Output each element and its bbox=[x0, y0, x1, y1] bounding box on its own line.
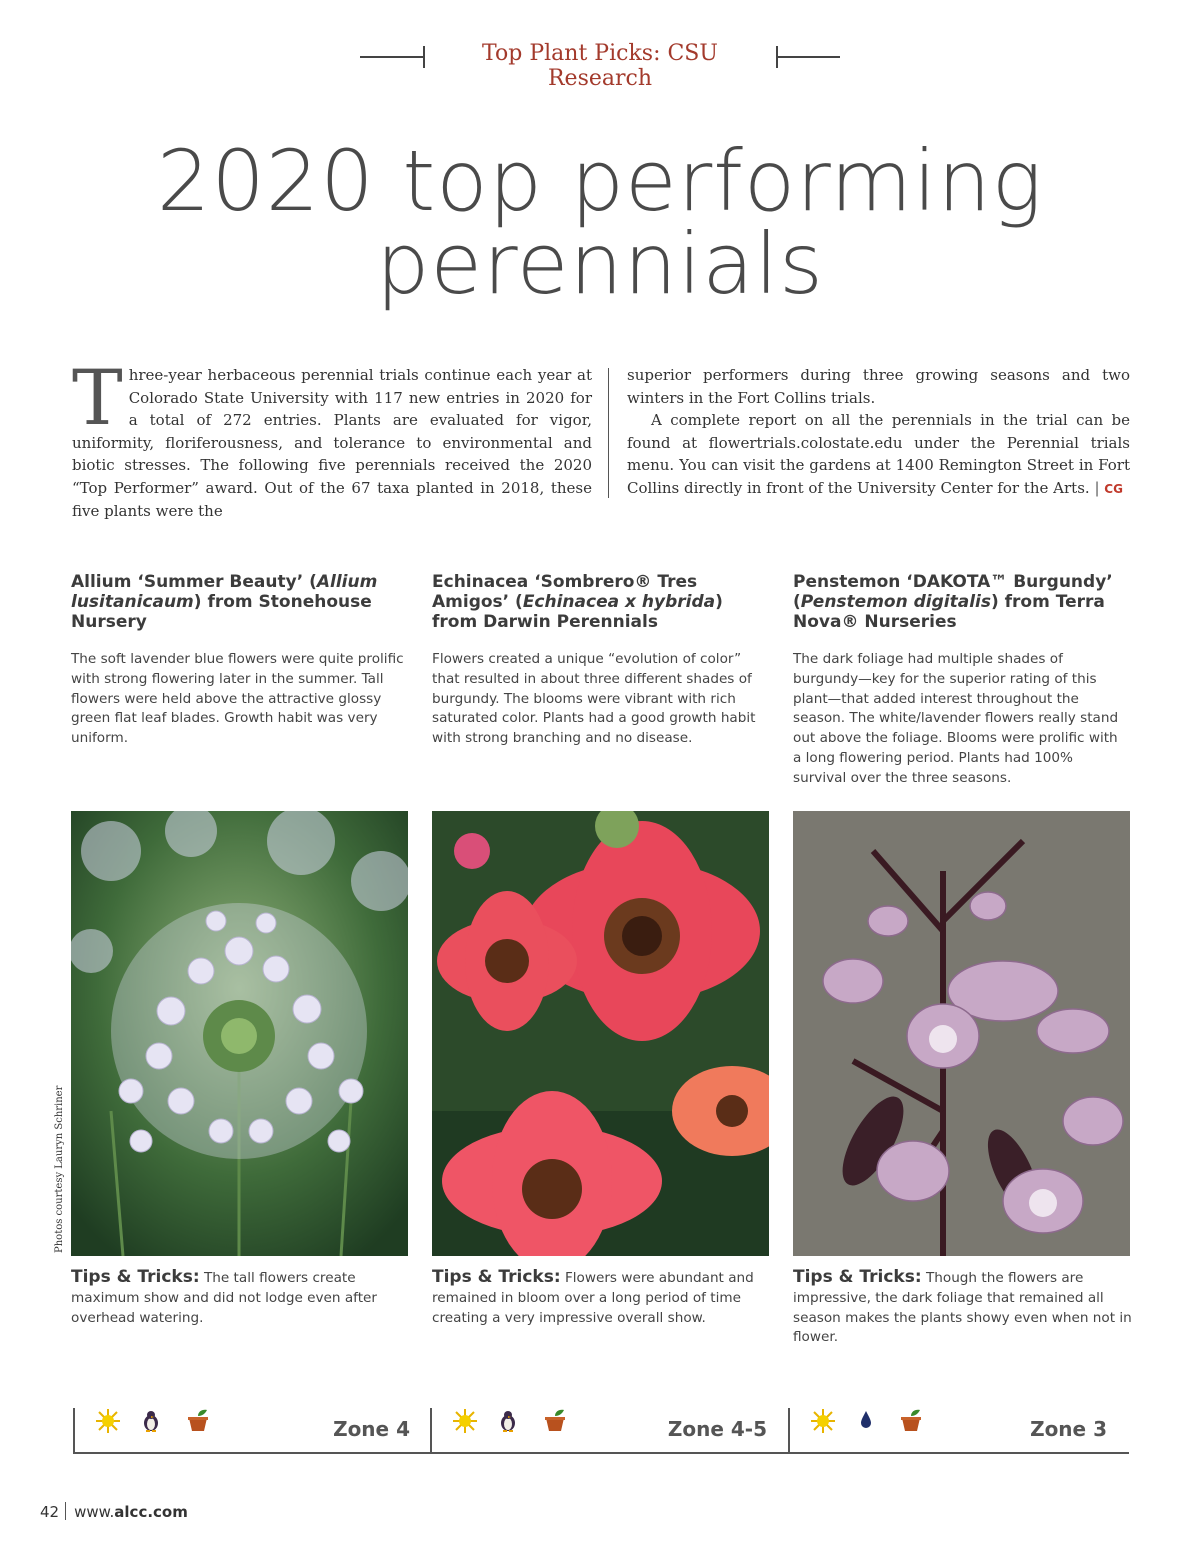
tips-echinacea bbox=[432, 1268, 772, 1328]
header-rule-right bbox=[777, 56, 840, 58]
echinacea-illustration bbox=[432, 811, 769, 1256]
tips-allium bbox=[71, 1268, 411, 1328]
intro-text-1: hree-year herbaceous perennial trials continue each year at Colorado State University with 117 new entries in 2020 for a total of 272 entries. Plants are evaluated for vigor, uniformity, floriferousness, and tolerance to environmental and biotic stresses. The following five perennials received the 2020 “Top Performer” award. Out of the 67 taxa planted in 2018, these five plants were the bbox=[72, 366, 592, 520]
author-signature: CG bbox=[1104, 481, 1123, 496]
photo-credit: Photos courtesy Lauryn Schriner bbox=[54, 1085, 65, 1253]
page-number: 42 bbox=[40, 1503, 60, 1521]
zone-label: Zone 3 bbox=[1030, 1417, 1107, 1441]
title-line-2: perennials bbox=[376, 215, 824, 313]
zone-bar bbox=[73, 1408, 1129, 1454]
sun-icon bbox=[452, 1408, 478, 1438]
plant-name-common: Allium ‘Summer Beauty’ ( bbox=[71, 572, 317, 592]
column-divider bbox=[608, 368, 609, 498]
title-line-1: 2020 top performing bbox=[156, 132, 1044, 230]
zone-cell-echinacea bbox=[430, 1408, 789, 1454]
penstemon-illustration bbox=[793, 811, 1130, 1256]
page-title bbox=[60, 132, 1140, 313]
pot-icon bbox=[898, 1408, 924, 1436]
zone-label: Zone 4 bbox=[333, 1417, 410, 1441]
tips-text: Flowers were abundant and remained in bloom over a long period of time creating a very impressive overall show. bbox=[432, 1270, 754, 1326]
sig-divider: | bbox=[1094, 478, 1100, 497]
plant-name-source: ) from Darwin Perennials bbox=[432, 592, 723, 632]
plant-description: The soft lavender blue flowers were quite prolific with strong flowering later in the summer. Tall flowers were held above the attractive glossy green flat leaf blades. Growth habit was very uniform. bbox=[71, 651, 404, 747]
plant-name-scientific: Penstemon digitalis bbox=[800, 592, 991, 612]
penguin-icon bbox=[141, 1410, 161, 1436]
plant-card-echinacea bbox=[432, 572, 769, 749]
sun-icon bbox=[810, 1408, 836, 1438]
penguin-icon bbox=[498, 1410, 518, 1436]
penstemon-photo bbox=[793, 811, 1130, 1256]
plant-name-scientific: Echinacea x hybrida bbox=[522, 592, 716, 612]
plant-name bbox=[432, 572, 769, 650]
footer-divider bbox=[65, 1502, 66, 1520]
pot-icon bbox=[542, 1408, 568, 1436]
allium-illustration bbox=[71, 811, 408, 1256]
allium-photo bbox=[71, 811, 408, 1256]
plant-name-common: Echinacea ‘Sombrero® Tres Amigos’ ( bbox=[432, 572, 698, 612]
plant-card-allium bbox=[71, 572, 408, 749]
tips-label: Tips & Tricks: bbox=[432, 1267, 561, 1287]
echinacea-photo bbox=[432, 811, 769, 1256]
intro-paragraph-3-text: A complete report on all the perennials in the trial can be found at flowertrials.colostate.edu under the Perennial trials menu. You can visit the gardens at 1400 Remington Street in Fort Collins directly in front of the University Center for the Arts. bbox=[627, 411, 1130, 497]
tips-text: The tall flowers create maximum show and did not lodge even after overhead watering. bbox=[71, 1270, 378, 1326]
sun-icon bbox=[95, 1408, 121, 1438]
tips-label: Tips & Tricks: bbox=[71, 1267, 200, 1287]
plant-name-source: ) from Terra Nova® Nurseries bbox=[793, 592, 1105, 632]
plant-name-common: Penstemon ‘DAKOTA™ Burgundy’ ( bbox=[793, 572, 1113, 612]
plant-name bbox=[793, 572, 1130, 650]
zone-cell-allium bbox=[73, 1408, 432, 1454]
intro-paragraph-3 bbox=[627, 409, 1130, 500]
section-label: Top Plant Picks: CSU Research bbox=[482, 41, 718, 91]
url-prefix: www. bbox=[74, 1503, 115, 1521]
water-drop-icon bbox=[860, 1410, 872, 1434]
plant-name-scientific: Allium lusitanicaum bbox=[71, 572, 378, 612]
tips-label: Tips & Tricks: bbox=[793, 1267, 922, 1287]
zone-cell-penstemon bbox=[788, 1408, 1129, 1454]
tips-text: Though the flowers are impressive, the dark foliage that remained all season makes the plants showy even when not in flower. bbox=[793, 1270, 1132, 1346]
header-rule-left bbox=[360, 56, 424, 58]
drop-cap: T bbox=[72, 353, 123, 442]
plant-name-source: ) from Stonehouse Nursery bbox=[71, 592, 372, 632]
section-header bbox=[0, 40, 1200, 91]
page-footer bbox=[40, 1502, 188, 1521]
plant-description: The dark foliage had multiple shades of burgundy—key for the superior rating of this plant—that added interest throughout the season. The white/lavender flowers really stand out above the foliage. Blooms were prolific with a long flowering period. Plants had 100% survival over the three seasons. bbox=[793, 651, 1119, 786]
plant-description: Flowers created a unique “evolution of color” that resulted in about three different shades of burgundy. The blooms were vibrant with rich saturated color. Plants had a good growth habit with strong branching and no disease. bbox=[432, 651, 756, 747]
url-domain: alcc.com bbox=[114, 1503, 188, 1521]
footer-url[interactable] bbox=[74, 1503, 188, 1521]
zone-label: Zone 4-5 bbox=[667, 1417, 767, 1441]
intro-column-2 bbox=[627, 364, 1130, 501]
intro-column-1 bbox=[72, 353, 592, 522]
intro-paragraph-2: superior performers during three growing seasons and two winters in the Fort Collins trials. bbox=[627, 366, 1130, 407]
header-tick-left bbox=[423, 46, 425, 68]
tips-penstemon bbox=[793, 1268, 1133, 1348]
plant-name bbox=[71, 572, 408, 650]
pot-icon bbox=[185, 1408, 211, 1436]
plant-card-penstemon bbox=[793, 572, 1130, 789]
